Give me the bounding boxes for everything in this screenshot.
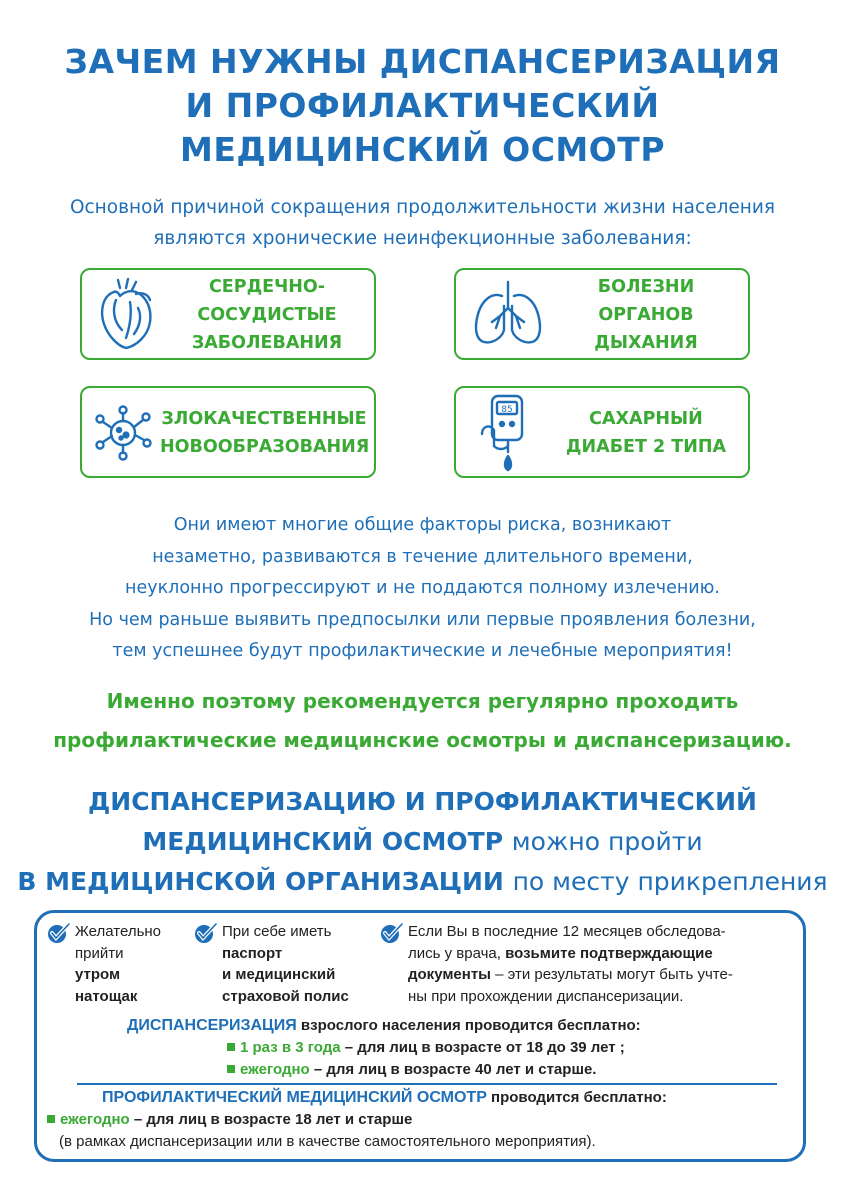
disease-label	[160, 405, 368, 461]
tip-line: При себе иметь	[222, 923, 332, 940]
bullet-icon	[227, 1065, 235, 1073]
where-line	[0, 822, 845, 862]
risk-line: неуклонно прогрессируют и не поддаются полному излечению.	[125, 578, 720, 598]
title-line: ЗАЧЕМ НУЖНЫ ДИСПАНСЕРИЗАЦИЯ	[64, 42, 781, 81]
preventive-heading: ПРОФИЛАКТИЧЕСКИЙ МЕДИЦИНСКИЙ ОСМОТР проводится бесплатно:	[102, 1089, 667, 1106]
preventive-note: (в рамках диспансеризации или в качестве самостоятельного мероприятия).	[59, 1133, 596, 1150]
page-title	[0, 40, 845, 172]
where-heading	[0, 782, 845, 902]
disease-card-cardiovascular	[80, 268, 376, 360]
checkmark-icon	[380, 922, 404, 951]
info-box	[34, 910, 806, 1162]
disease-card-diabetes	[454, 386, 750, 478]
tip-line: прийти	[75, 944, 124, 962]
risk-paragraph	[0, 510, 845, 668]
tip-line: Если Вы в последние 12 месяцев обследова-	[408, 923, 726, 940]
disease-label	[561, 273, 731, 357]
tumor-cell-icon	[92, 404, 154, 466]
tip-line: Желательно	[75, 923, 162, 940]
label-line: ДИАБЕТ 2 ТИПА	[565, 437, 727, 457]
checkmark-icon	[47, 922, 71, 951]
label-line: ДЫХАНИЯ	[594, 333, 698, 353]
bullet-icon	[47, 1115, 55, 1123]
label-line: САХАРНЫЙ	[589, 409, 703, 429]
disease-card-oncology	[80, 386, 376, 478]
tip-line: и медицинский	[222, 966, 336, 983]
label-line: СЕРДЕЧНО-	[208, 277, 326, 297]
glucometer-icon	[478, 394, 534, 478]
where-normal: по месту прикрепления	[512, 867, 828, 896]
disease-card-respiratory	[454, 268, 750, 360]
tip-line: документы – эти результаты могут быть учте-	[408, 966, 733, 983]
where-line	[0, 862, 845, 902]
title-line: И ПРОФИЛАКТИЧЕСКИЙ	[185, 86, 660, 125]
risk-line: Они имеют многие общие факторы риска, возникают	[173, 515, 672, 535]
label-line: БОЛЕЗНИ	[597, 277, 695, 297]
label-line: СОСУДИСТЫЕ	[197, 305, 337, 325]
risk-line: незаметно, развиваются в течение длительного времени,	[152, 546, 693, 567]
disease-label	[182, 273, 352, 357]
heart-icon	[96, 278, 158, 356]
where-bold: МЕДИЦИНСКИЙ ОСМОТР	[142, 827, 504, 856]
dispensary-heading: ДИСПАНСЕРИЗАЦИЯ взрослого населения проводится бесплатно:	[127, 1017, 641, 1034]
meter-reading: 85	[501, 405, 513, 415]
preventive-rule: ежегодно – для лиц в возрасте 18 лет и старше	[47, 1109, 412, 1131]
bullet-icon	[227, 1043, 235, 1051]
recommendation	[0, 682, 845, 760]
recommend-line: Именно поэтому рекомендуется регулярно проходить	[106, 689, 739, 713]
dispensary-rule: 1 раз в 3 года – для лиц в возрасте от 18 до 39 лет ;	[227, 1037, 625, 1059]
tip-line: ны при прохождении диспансеризации.	[408, 987, 684, 1005]
checkmark-icon	[194, 922, 218, 951]
title-line: МЕДИЦИНСКИЙ ОСМОТР	[179, 130, 666, 169]
tip-line: страховой полис	[222, 987, 349, 1005]
label-line: ЗЛОКАЧЕСТВЕННЫЕ	[161, 409, 367, 429]
label-line: НОВООБРАЗОВАНИЯ	[160, 437, 370, 457]
label-line: ЗАБОЛЕВАНИЯ	[191, 333, 343, 353]
divider	[77, 1083, 777, 1085]
tip-line: утром	[75, 966, 121, 983]
risk-line: Но чем раньше выявить предпосылки или первые проявления болезни,	[89, 609, 756, 630]
intro-text	[0, 192, 845, 254]
disease-label	[551, 405, 741, 461]
lungs-icon	[472, 280, 544, 352]
tip-line: натощак	[75, 987, 138, 1005]
recommend-line: профилактические медицинские осмотры и диспансеризацию.	[53, 728, 792, 752]
risk-line: тем успешнее будут профилактические и лечебные мероприятия!	[112, 641, 733, 661]
where-line: ДИСПАНСЕРИЗАЦИЮ И ПРОФИЛАКТИЧЕСКИЙ	[88, 787, 757, 816]
label-line: ОРГАНОВ	[598, 305, 694, 325]
where-normal: можно пройти	[511, 827, 703, 856]
intro-line: Основной причиной сокращения продолжительности жизни населения	[69, 197, 776, 218]
intro-line: являются хронические неинфекционные заболевания:	[153, 228, 692, 249]
tip-line: паспорт	[222, 944, 283, 962]
where-bold: В МЕДИЦИНСКОЙ ОРГАНИЗАЦИИ	[17, 867, 504, 896]
tip-line: лись у врача, возьмите подтверждающие	[408, 944, 713, 962]
dispensary-rule: ежегодно – для лиц в возрасте 40 лет и старше.	[227, 1059, 596, 1081]
